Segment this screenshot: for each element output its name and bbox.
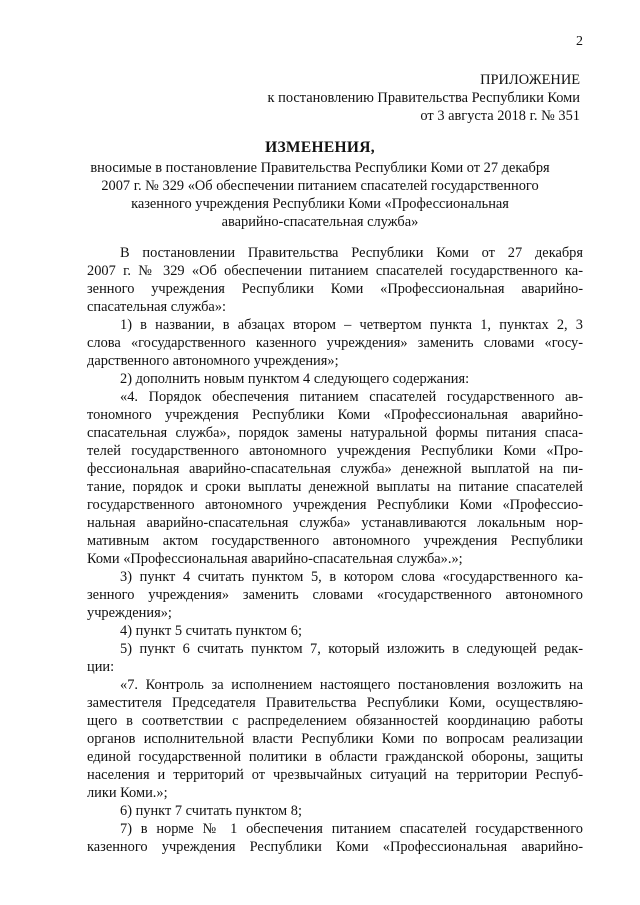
body-line: 4) пункт 5 считать пунктом 6; (120, 623, 302, 639)
body-line: нальная аварийно-спасательная служба» устанавливаются локальным нор- (87, 515, 583, 531)
body-line: единой государственной политики в области гражданской обороны, защиты (87, 749, 583, 765)
appendix-line-2: от 3 августа 2018 г. № 351 (420, 108, 580, 124)
body-line: 7) в норме № 1 обеспечения питанием спасателей государственного (120, 821, 583, 837)
body-line: зенного учреждения Республики Коми «Профессиональная аварийно- (87, 281, 583, 297)
body-line: ции: (87, 659, 115, 675)
body-line: 1) в названии, в абзацах втором – четвертом пункта 1, пунктах 2, 3 (120, 317, 583, 333)
body-line: органов исполнительной власти Республики Коми по вопросам реализации (87, 731, 583, 747)
body-line: тание, порядок и сроки выплаты денежной выплаты на питание спасателей (87, 479, 583, 495)
body-line: фессиональная аварийно-спасательная служба» денежной выплатой на пи- (87, 461, 583, 477)
body-line: учреждения»; (87, 605, 172, 621)
body-line: государственного автономного учреждения Республики Коми «Профессио- (87, 497, 583, 513)
body-line: 5) пункт 6 считать пунктом 7, который изложить в следующей редак- (120, 641, 583, 657)
body-line: 6) пункт 7 считать пунктом 8; (120, 803, 302, 819)
body-line: населения и территорий от чрезвычайных ситуаций на территории Респуб- (87, 767, 583, 783)
body-line: дарственного автономного учреждения»; (87, 353, 339, 369)
body-line: Коми «Профессиональная аварийно-спасательная служба».»; (87, 551, 463, 567)
body-line: «4. Порядок обеспечения питанием спасателей государственного ав- (120, 389, 583, 405)
subtitle-line: аварийно-спасательная служба» (221, 214, 419, 230)
page-number: 2 (576, 34, 583, 49)
body-line: мативным актом государственного автономного учреждения Республики (87, 533, 583, 549)
body-line: спасательная служба», порядок замены натуральной формы питания спаса- (87, 425, 583, 441)
body-line: 2007 г. № 329 «Об обеспечении питанием спасателей государственного ка- (87, 263, 583, 279)
body-line: лики Коми.»; (87, 785, 168, 801)
body-line: телей государственного автономного учреждения Республики Коми «Про- (87, 443, 583, 459)
body-line: щего в соответствии с распределением обязанностей координацию работы (87, 713, 583, 729)
subtitle-line: вносимые в постановление Правительства Республики Коми от 27 декабря (90, 160, 550, 176)
body-line: заместителя Председателя Правительства Республики Коми, осуществляю- (87, 695, 583, 711)
body-line: тономного учреждения Республики Коми «Профессиональная аварийно- (87, 407, 583, 423)
body-line: «7. Контроль за исполнением настоящего постановления возложить на (120, 677, 583, 693)
body-line: зенного учреждения» заменить словами «государственного автономного (87, 587, 583, 603)
document-title: ИЗМЕНЕНИЯ, (265, 139, 375, 156)
body-line: спасательная служба»: (87, 299, 227, 315)
appendix-line-1: к постановлению Правительства Республики Коми (267, 90, 580, 106)
appendix-label: ПРИЛОЖЕНИЕ (480, 72, 580, 88)
subtitle-line: казенного учреждения Республики Коми «Профессиональная (131, 196, 509, 212)
body-line: 3) пункт 4 считать пунктом 5, в котором слова «государственного ка- (120, 569, 583, 585)
body-line: слова «государственного казенного учреждения» заменить словами «госу- (87, 335, 583, 351)
body-line: 2) дополнить новым пунктом 4 следующего содержания: (120, 371, 470, 387)
subtitle-line: 2007 г. № 329 «Об обеспечении питанием спасателей государственного (101, 178, 539, 194)
body-line: В постановлении Правительства Республики Коми от 27 декабря (120, 245, 583, 261)
body-line: казенного учреждения Республики Коми «Профессиональная аварийно- (87, 839, 583, 855)
